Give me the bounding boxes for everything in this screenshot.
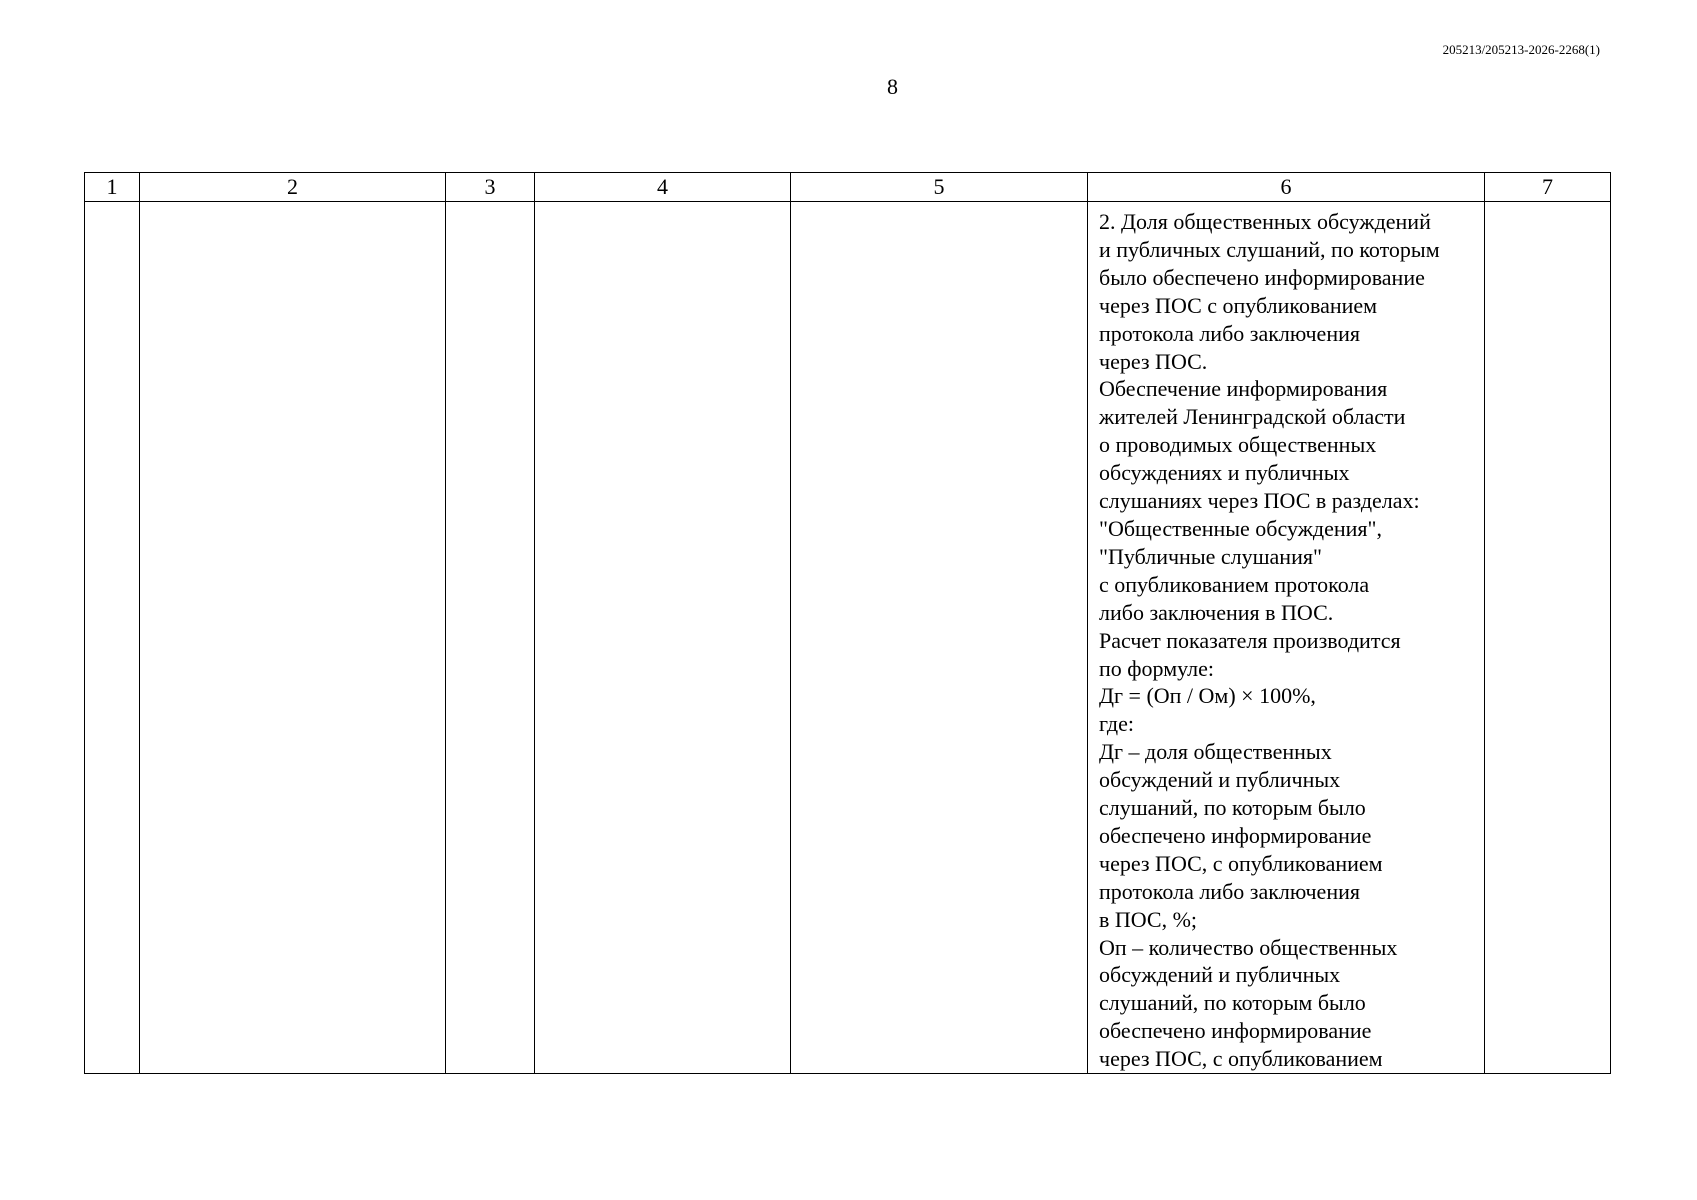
text-line: обсуждений и публичных bbox=[1099, 767, 1341, 793]
text-line: Расчет показателя производится bbox=[1099, 627, 1401, 653]
text-line: обеспечено информирование bbox=[1099, 822, 1372, 848]
text-line: Дг – доля общественных bbox=[1099, 739, 1332, 765]
text-line: обеспечено информирование bbox=[1099, 1018, 1372, 1044]
text-line: "Публичные слушания" bbox=[1099, 543, 1322, 569]
text-line: слушаниях через ПОС в разделах: bbox=[1099, 488, 1420, 514]
text-line: по формуле: bbox=[1099, 655, 1215, 681]
page-number: 8 bbox=[887, 74, 898, 99]
cell-col-4 bbox=[535, 202, 791, 1074]
text-line: было обеспечено информирование bbox=[1099, 264, 1425, 290]
column-header-6: 6 bbox=[1088, 173, 1485, 202]
cell-col-2 bbox=[140, 202, 446, 1074]
text-line: через ПОС, с опубликованием bbox=[1099, 1046, 1383, 1072]
cell-col-1 bbox=[85, 202, 140, 1074]
text-line: через ПОС с опубликованием bbox=[1099, 292, 1378, 318]
document-id: 205213/205213-2026-2268(1) bbox=[1442, 42, 1600, 57]
table-header-row bbox=[85, 173, 1611, 202]
text-line: с опубликованием протокола bbox=[1099, 571, 1370, 597]
text-line: протокола либо заключения bbox=[1099, 878, 1360, 904]
cell-col-7 bbox=[1485, 202, 1611, 1074]
cell-col-6 bbox=[1088, 202, 1485, 1074]
column-header-2: 2 bbox=[140, 173, 446, 202]
text-line: "Общественные обсуждения", bbox=[1099, 515, 1382, 541]
text-line: жителей Ленинградской области bbox=[1099, 404, 1406, 430]
main-table bbox=[84, 172, 1611, 1074]
text-line: слушаний, по которым было bbox=[1099, 990, 1366, 1016]
text-line: через ПОС. bbox=[1099, 348, 1208, 374]
text-line: через ПОС, с опубликованием bbox=[1099, 850, 1383, 876]
text-line: где: bbox=[1099, 711, 1134, 737]
text-line: обсуждений и публичных bbox=[1099, 962, 1341, 988]
text-line: Оп – количество общественных bbox=[1099, 934, 1398, 960]
text-line: 2. Доля общественных обсуждений bbox=[1099, 209, 1431, 234]
text-line: и публичных слушаний, по которым bbox=[1099, 236, 1440, 262]
text-line: слушаний, по которым было bbox=[1099, 795, 1366, 821]
column-header-5: 5 bbox=[791, 173, 1088, 202]
column-header-3: 3 bbox=[446, 173, 535, 202]
cell-col-5 bbox=[791, 202, 1088, 1074]
column-header-7: 7 bbox=[1485, 173, 1611, 202]
column-header-4: 4 bbox=[535, 173, 791, 202]
table-row bbox=[85, 202, 1611, 1074]
text-line: о проводимых общественных bbox=[1099, 432, 1377, 458]
text-line: Обеспечение информирования bbox=[1099, 376, 1388, 402]
cell-col-3 bbox=[446, 202, 535, 1074]
text-line: Дг = (Оп / Ом) × 100%, bbox=[1099, 683, 1316, 709]
text-line: в ПОС, %; bbox=[1099, 906, 1198, 932]
text-line: протокола либо заключения bbox=[1099, 320, 1360, 346]
column-header-1: 1 bbox=[85, 173, 140, 202]
text-line: либо заключения в ПОС. bbox=[1099, 599, 1334, 625]
text-line: обсуждениях и публичных bbox=[1099, 460, 1350, 486]
indicator-description bbox=[1088, 202, 1484, 1073]
